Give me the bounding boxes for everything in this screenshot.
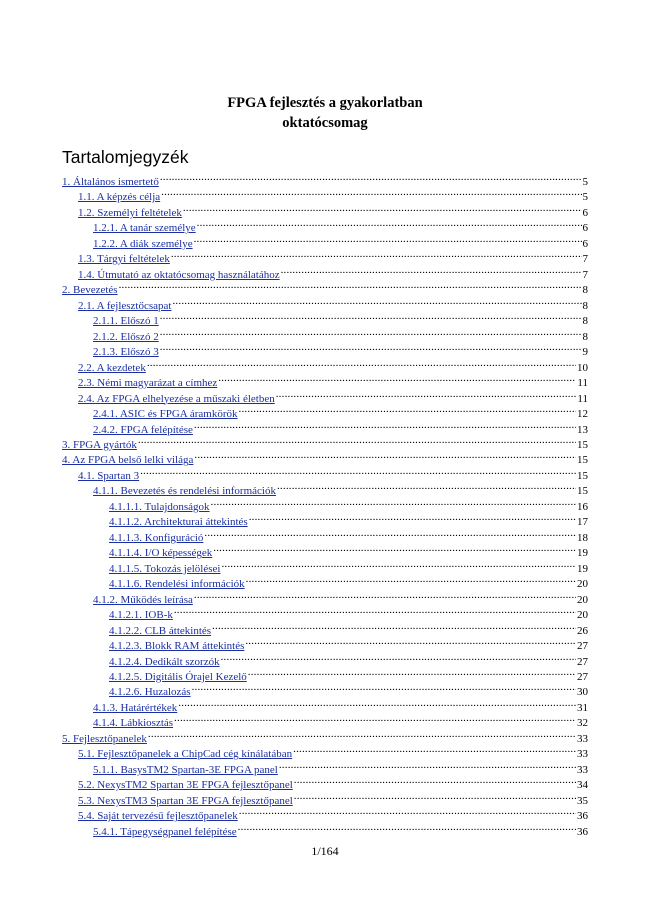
toc-entry-page: 27 — [577, 655, 588, 668]
toc-entry-page: 7 — [582, 253, 588, 266]
toc-entry-page: 20 — [577, 593, 588, 606]
toc-entry-page: 8 — [582, 330, 588, 343]
toc-entry-page: 20 — [577, 609, 588, 622]
toc-entry-link[interactable]: 5.2. NexysTM2 Spartan 3E FPGA fejlesztőpanel — [78, 779, 293, 792]
toc-dot-leader — [194, 232, 582, 247]
toc-heading: Tartalomjegyzék — [62, 147, 189, 167]
toc-dot-leader — [281, 263, 582, 278]
toc-entry[interactable] — [62, 448, 588, 467]
toc-dot-leader — [174, 603, 576, 618]
toc-entry-link[interactable]: 5.4.1. Tápegységpanel felépítése — [93, 825, 237, 838]
toc-entry-link[interactable]: 2.1. A fejlesztőcsapat — [78, 299, 172, 312]
toc-dot-leader — [239, 804, 576, 819]
toc-entry-link[interactable]: 4.1.1.4. I/O képességek — [109, 547, 213, 560]
toc-entry-page: 20 — [577, 578, 588, 591]
toc-entry-link[interactable]: 1.2.2. A diák személye — [93, 237, 193, 250]
toc-dot-leader — [218, 371, 576, 386]
toc-entry-page: 18 — [577, 531, 588, 544]
toc-dot-leader — [183, 201, 582, 216]
toc-entry-link[interactable]: 1.2.1. A tanár személye — [93, 222, 196, 235]
toc-dot-leader — [160, 340, 582, 355]
toc-entry-page: 8 — [582, 284, 588, 297]
toc-entry-page: 10 — [577, 361, 588, 374]
toc-entry-link[interactable]: 4.1.1.1. Tulajdonságok — [109, 500, 210, 513]
toc-entry-link[interactable]: 1.1. A képzés célja — [78, 191, 161, 204]
toc-entry-page: 27 — [577, 640, 588, 653]
toc-entry-page: 5 — [582, 191, 588, 204]
toc-dot-leader — [194, 588, 576, 603]
toc-entry-link[interactable]: 2.3. Némi magyarázat a címhez — [78, 377, 218, 390]
toc-entry-link[interactable]: 4.1. Spartan 3 — [78, 469, 140, 482]
toc-entry-link[interactable]: 2.4.2. FPGA felépítése — [93, 423, 193, 436]
toc-entry-link[interactable]: 4.1.1.3. Konfiguráció — [109, 531, 204, 544]
toc-entry-link[interactable]: 2. Bevezetés — [62, 284, 118, 297]
toc-entry-link[interactable]: 2.4. Az FPGA elhelyezése a műszaki életben — [78, 392, 275, 405]
toc-entry-link[interactable]: 4.1.2.1. IOB-k — [109, 609, 173, 622]
toc-entry-link[interactable]: 4.1.2.4. Dedikált szorzók — [109, 655, 220, 668]
toc-dot-leader — [160, 170, 582, 185]
toc-dot-leader — [148, 727, 576, 742]
toc-entry-link[interactable]: 4.1.4. Lábkiosztás — [93, 717, 174, 730]
toc-dot-leader — [204, 526, 576, 541]
toc-dot-leader — [171, 247, 582, 262]
toc-entry-link[interactable]: 3. FPGA gyártók — [62, 438, 137, 451]
table-of-contents — [62, 170, 588, 838]
toc-entry-page: 15 — [577, 469, 588, 482]
toc-entry-page: 35 — [577, 794, 588, 807]
toc-entry-link[interactable]: 2.1.1. Előszó 1 — [93, 315, 159, 328]
document-subtitle: oktatócsomag — [282, 115, 368, 131]
toc-dot-leader — [161, 185, 581, 200]
toc-dot-leader — [160, 309, 582, 324]
toc-dot-leader — [277, 479, 576, 494]
toc-entry-page: 34 — [577, 779, 588, 792]
toc-dot-leader — [245, 634, 576, 649]
toc-entry-link[interactable]: 5.4. Saját tervezésű fejlesztőpanelek — [78, 810, 238, 823]
toc-entry-page: 19 — [577, 547, 588, 560]
toc-entry-page: 13 — [577, 423, 588, 436]
toc-entry-link[interactable]: 2.1.3. Előszó 3 — [93, 346, 159, 359]
toc-entry-page: 30 — [577, 686, 588, 699]
toc-entry-page: 15 — [577, 485, 588, 498]
toc-dot-leader — [294, 789, 576, 804]
toc-entry-page: 6 — [582, 206, 588, 219]
toc-dot-leader — [178, 696, 576, 711]
toc-dot-leader — [246, 572, 576, 587]
toc-entry-page: 32 — [577, 717, 588, 730]
toc-dot-leader — [194, 418, 576, 433]
toc-entry-page: 9 — [582, 346, 588, 359]
toc-dot-leader — [294, 773, 576, 788]
toc-dot-leader — [212, 619, 576, 634]
toc-entry-page: 15 — [577, 454, 588, 467]
toc-dot-leader — [238, 820, 576, 835]
toc-dot-leader — [197, 216, 582, 231]
toc-entry-page: 27 — [577, 671, 588, 683]
toc-dot-leader — [147, 356, 576, 371]
toc-entry[interactable] — [62, 278, 588, 297]
toc-entry-page: 31 — [577, 701, 588, 714]
toc-entry-link[interactable]: 4.1.1.6. Rendelési információk — [109, 578, 245, 591]
toc-dot-leader — [249, 510, 576, 525]
toc-entry-link[interactable]: 5.1.1. BasysTM2 Spartan-3E FPGA panel — [93, 763, 278, 776]
toc-dot-leader — [172, 294, 581, 309]
toc-entry[interactable] — [62, 479, 588, 498]
toc-dot-leader — [194, 448, 576, 463]
toc-entry-page: 33 — [577, 732, 588, 745]
toc-entry-page: 15 — [577, 438, 588, 451]
toc-dot-leader — [279, 758, 576, 773]
toc-entry-link[interactable]: 1.2. Személyi feltételek — [78, 206, 182, 219]
toc-entry-link[interactable]: 4. Az FPGA belső lelki világa — [62, 454, 194, 467]
toc-entry-link[interactable]: 4.1.2.3. Blokk RAM áttekintés — [109, 640, 245, 653]
toc-entry-link[interactable]: 1.4. Útmutató az oktatócsomag használatához — [78, 268, 280, 281]
toc-entry-page: 8 — [582, 299, 588, 312]
toc-dot-leader — [140, 464, 576, 479]
toc-entry-link[interactable]: 5. Fejlesztőpanelek — [62, 732, 147, 745]
toc-dot-leader — [119, 278, 582, 293]
toc-entry-page: 6 — [582, 237, 588, 250]
toc-entry-link[interactable]: 4.1.2.5. Digitális Órajel Kezelő — [109, 671, 247, 683]
toc-entry-link[interactable]: 4.1.2.6. Huzalozás — [109, 686, 191, 699]
toc-entry-page: 36 — [577, 825, 588, 838]
toc-entry-page: 33 — [577, 763, 588, 776]
toc-entry-page: 33 — [577, 748, 588, 761]
page-number-footer: 1/164 — [311, 844, 339, 858]
toc-dot-leader — [221, 650, 576, 665]
toc-dot-leader — [192, 680, 576, 695]
toc-entry[interactable] — [62, 464, 588, 482]
toc-entry-page: 36 — [577, 810, 588, 823]
toc-entry-link[interactable]: 1.3. Tárgyi feltételek — [78, 253, 170, 266]
toc-dot-leader — [248, 665, 576, 680]
toc-entry-page: 8 — [582, 315, 588, 328]
toc-dot-leader — [221, 557, 576, 572]
toc-entry-page: 26 — [577, 624, 588, 637]
toc-entry-page: 5 — [582, 176, 588, 188]
toc-entry-page: 11 — [577, 392, 588, 405]
toc-dot-leader — [239, 402, 576, 417]
toc-dot-leader — [160, 325, 582, 340]
toc-entry-link[interactable]: 2.2. A kezdetek — [78, 361, 146, 374]
toc-dot-leader — [293, 742, 576, 757]
toc-dot-leader — [174, 711, 576, 726]
toc-entry-link[interactable]: 4.1.2. Működés leírása — [93, 593, 193, 606]
toc-entry-link[interactable]: 4.1.3. Határértékek — [93, 701, 178, 714]
toc-entry-page: 11 — [577, 377, 588, 390]
toc-entry-page: 12 — [577, 408, 588, 421]
toc-entry-page: 7 — [582, 268, 588, 281]
toc-entry-link[interactable]: 4.1.2.2. CLB áttekintés — [109, 624, 212, 637]
toc-dot-leader — [138, 433, 576, 448]
toc-entry-link[interactable]: 4.1.1. Bevezetés és rendelési információk — [93, 485, 276, 498]
toc-entry-link[interactable]: 1. Általános ismertető — [62, 176, 159, 188]
toc-entry-page: 19 — [577, 562, 588, 575]
toc-entry[interactable] — [62, 433, 588, 451]
toc-entry-link[interactable]: 5.3. NexysTM3 Spartan 3E FPGA fejlesztőpanel — [78, 794, 293, 807]
toc-entry[interactable] — [62, 294, 588, 312]
toc-entry-page: 6 — [582, 222, 588, 235]
toc-dot-leader — [213, 541, 576, 556]
document-title: FPGA fejlesztés a gyakorlatban — [227, 95, 423, 111]
toc-dot-leader — [211, 495, 576, 510]
toc-entry[interactable] — [62, 170, 588, 188]
toc-entry-link[interactable]: 5.1. Fejlesztőpanelek a ChipCad cég kínálatában — [78, 748, 293, 761]
toc-dot-leader — [276, 387, 577, 402]
toc-entry-link[interactable]: 4.1.1.2. Architekturai áttekintés — [109, 516, 248, 529]
toc-entry-link[interactable]: 2.1.2. Előszó 2 — [93, 330, 159, 343]
toc-entry-page: 16 — [577, 500, 588, 513]
toc-entry-page: 17 — [577, 516, 588, 529]
toc-entry-link[interactable]: 2.4.1. ASIC és FPGA áramkörök — [93, 408, 238, 421]
toc-entry-link[interactable]: 4.1.1.5. Tokozás jelölései — [109, 562, 221, 575]
